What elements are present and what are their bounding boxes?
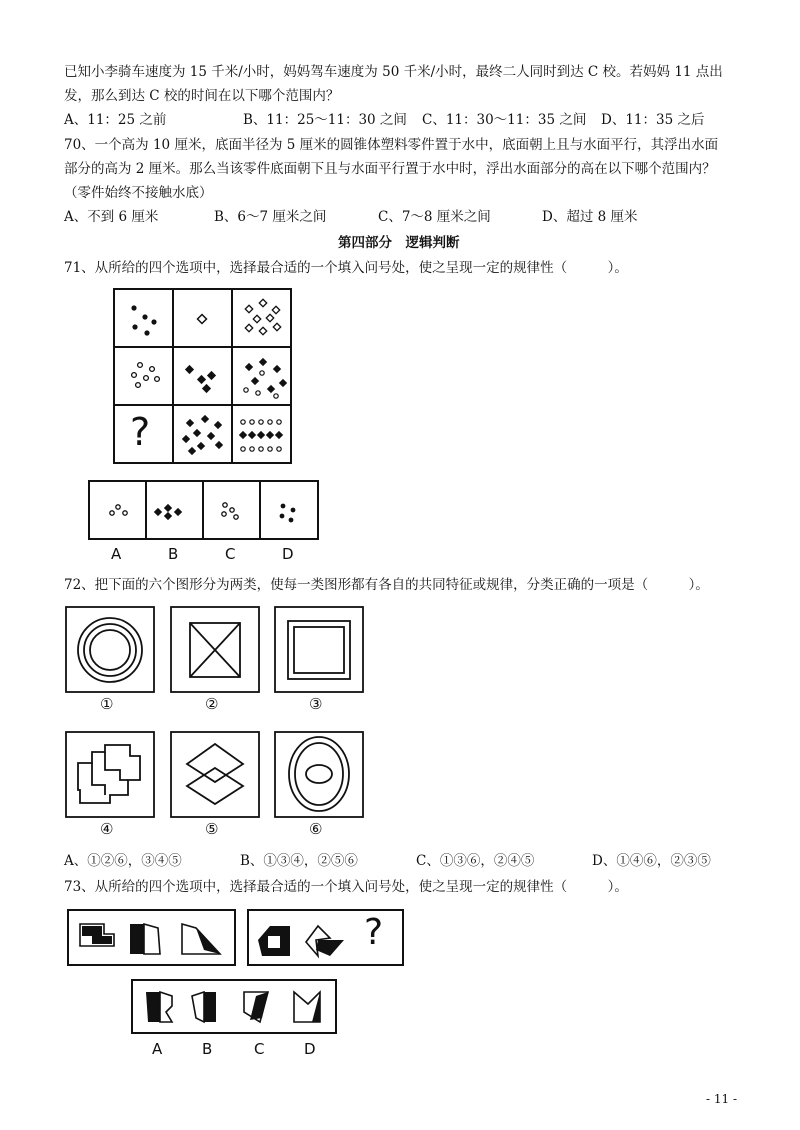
q73-option-label-a: A <box>152 1040 163 1058</box>
q71-option-label-c: C <box>225 545 236 563</box>
q72-figure-label-5: ⑤ <box>205 820 219 838</box>
q71-stem: 71、从所给的四个选项中，选择最合适的一个填入问号处，使之呈现一定的规律性（ ）。 <box>64 260 628 276</box>
q70-stem-line3: （零件始终不接触水底） <box>64 185 213 201</box>
q73-option-label-d: D <box>304 1040 316 1058</box>
q72-option-b: B、①③④，②⑤⑥ <box>240 853 358 869</box>
q69-option-c: C、11：30～11：35 之间 <box>422 112 587 128</box>
q70-stem-line1: 70、一个高为 10 厘米，底面半径为 5 厘米的圆锥体塑料零件置于水中，底面朝上且与水面平行，其浮出水面 <box>64 137 719 153</box>
q71-option-label-d: D <box>282 545 294 563</box>
q72-figure-label-1: ① <box>100 695 114 713</box>
q70-option-c: C、7～8 厘米之间 <box>378 209 491 225</box>
page-number: - 11 - <box>706 1092 738 1106</box>
q69-stem-line2: 发，那么到达 C 校的时间在以下哪个范围内？ <box>64 88 340 104</box>
q72-stem: 72、把下面的六个图形分为两类，使每一类图形都有各自的共同特征或规律，分类正确的一项是（ ）。 <box>64 577 709 593</box>
q71-option-label-b: B <box>168 545 179 563</box>
q72-figure-label-3: ③ <box>309 695 323 713</box>
q70-option-b: B、6～7 厘米之间 <box>214 209 327 225</box>
q73-question-mark: ? <box>364 912 384 953</box>
q71-question-mark: ? <box>130 410 151 454</box>
q73-stem: 73、从所给的四个选项中，选择最合适的一个填入问号处，使之呈现一定的规律性（ ）。 <box>64 879 628 895</box>
q69-option-d: D、11：35 之后 <box>601 112 705 128</box>
q72-option-c: C、①③⑥，②④⑤ <box>416 853 535 869</box>
q70-option-a: A、不到 6 厘米 <box>64 209 159 225</box>
q72-figure-label-2: ② <box>205 695 219 713</box>
q69-stem-line1: 已知小李骑车速度为 15 千米/小时，妈妈驾车速度为 50 千米/小时，最终二人同时到达 C 校。若妈妈 11 点出 <box>64 64 723 80</box>
q72-option-d: D、①④⑥，②③⑤ <box>592 853 711 869</box>
q70-option-d: D、超过 8 厘米 <box>542 209 638 225</box>
q73-option-label-b: B <box>202 1040 213 1058</box>
q69-option-b: B、11：25～11：30 之间 <box>243 112 407 128</box>
q70-stem-line2: 部分的高为 2 厘米。那么当该零件底面朝下且与水面平行置于水中时，浮出水面部分的高在以下哪个范围内？ <box>64 161 716 177</box>
q72-figure-label-4: ④ <box>100 820 114 838</box>
section-title: 第四部分 逻辑判断 <box>338 235 460 251</box>
q73-option-label-c: C <box>254 1040 265 1058</box>
q69-option-a: A、11：25 之前 <box>64 112 167 128</box>
q71-option-label-a: A <box>111 545 122 563</box>
q72-figure-label-6: ⑥ <box>309 820 323 838</box>
q72-option-a: A、①②⑥，③④⑤ <box>64 853 182 869</box>
